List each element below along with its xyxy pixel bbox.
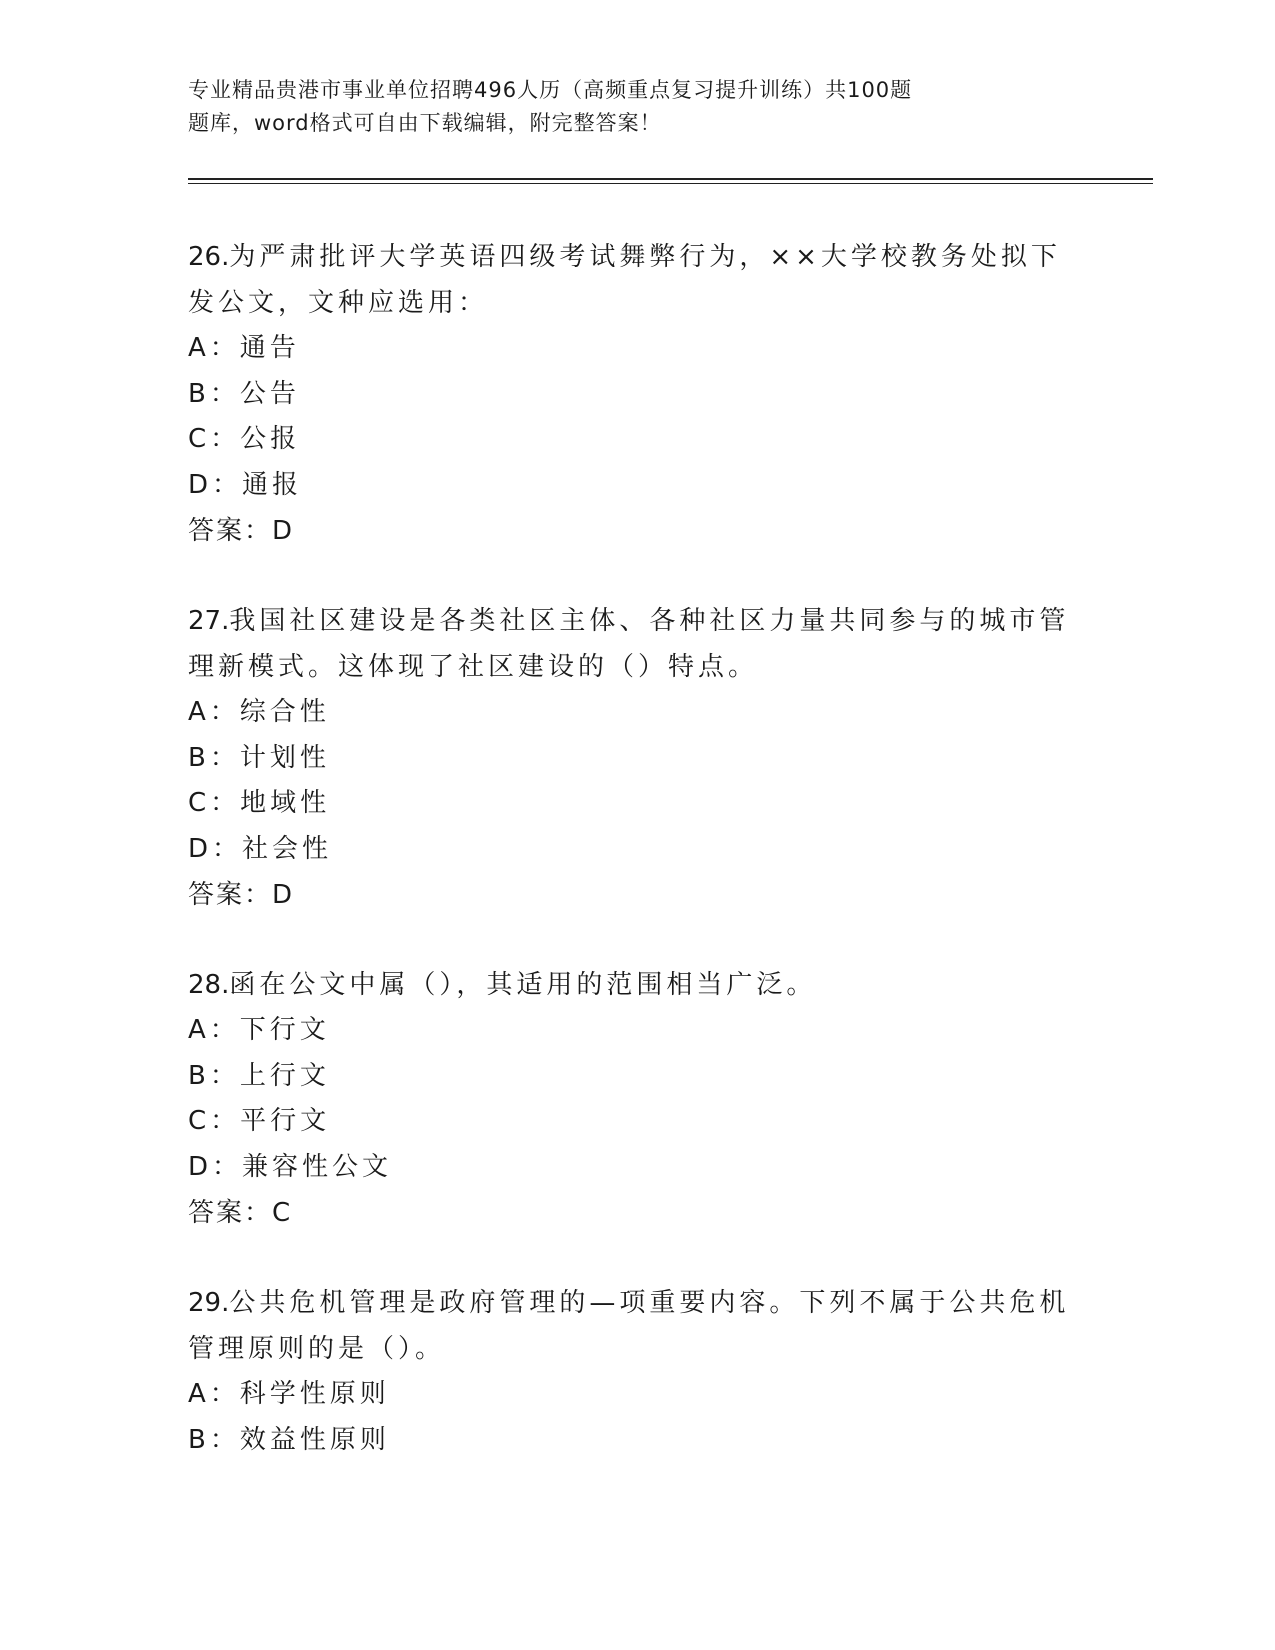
question-stem <box>188 598 1088 690</box>
option-d: D：社会性 <box>188 833 333 864</box>
question-stem <box>188 234 1088 326</box>
option-a: A：通告 <box>188 333 300 363</box>
option-a: A：科学性原则 <box>188 1379 390 1409</box>
answer: 答案：D <box>188 880 295 910</box>
answer: 答案：D <box>188 516 295 546</box>
option-b: B：计划性 <box>188 742 330 773</box>
option-d: D：通报 <box>188 469 303 500</box>
option-a: A：下行文 <box>188 1015 330 1045</box>
question-text: 为严肃批评大学英语四级考试舞弊行为，××大学校教务处拟下发公文，文种应选用： <box>188 242 1061 318</box>
option-b: B：上行文 <box>188 1060 330 1091</box>
option-a: A：综合性 <box>188 697 330 727</box>
header-divider-thick <box>188 178 1153 180</box>
option-b: B：效益性原则 <box>188 1424 390 1455</box>
option-b: B：公告 <box>188 378 300 409</box>
option-d: D：兼容性公文 <box>188 1151 393 1182</box>
header-line-2: 题库，word格式可自由下载编辑，附完整答案！ <box>188 111 662 135</box>
question-text: 函在公文中属（），其适用的范围相当广泛。 <box>229 970 817 1000</box>
question-text: 我国社区建设是各类社区主体、各种社区力量共同参与的城市管理新模式。这体现了社区建设的（）特点。 <box>188 606 1070 682</box>
header-line-1: 专业精品贵港市事业单位招聘496人历（高频重点复习提升训练）共100题 <box>188 78 913 102</box>
question-stem <box>188 962 1088 1008</box>
question-stem <box>188 1280 1088 1372</box>
question-27 <box>188 598 1088 918</box>
document-header <box>188 74 1068 140</box>
question-text: 公共危机管理是政府管理的—项重要内容。下列不属于公共危机管理原则的是（）。 <box>188 1288 1070 1364</box>
question-number: 29. <box>188 1288 230 1318</box>
question-29 <box>188 1280 1088 1463</box>
question-number: 28. <box>188 970 230 1000</box>
option-c: C：公报 <box>188 424 301 454</box>
question-number: 26. <box>188 242 230 272</box>
option-c: C：平行文 <box>188 1106 331 1136</box>
question-number: 27. <box>188 606 230 636</box>
header-divider-thin <box>188 183 1153 184</box>
option-c: C：地域性 <box>188 788 331 818</box>
question-26 <box>188 234 1088 554</box>
question-28 <box>188 962 1088 1236</box>
question-list <box>188 234 1088 1507</box>
answer: 答案：C <box>188 1198 293 1228</box>
